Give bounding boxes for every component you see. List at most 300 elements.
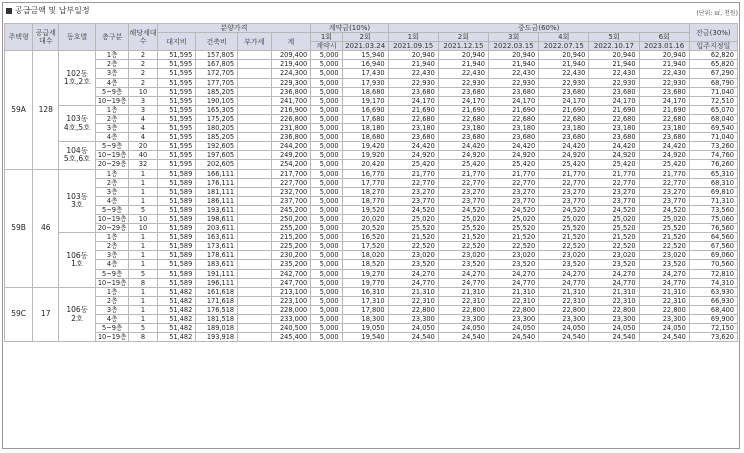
middle-payment-cell: 21,770 <box>388 169 438 178</box>
deposit-2-cell: 18,680 <box>342 87 388 96</box>
middle-payment-cell: 21,310 <box>639 287 689 296</box>
header-m6-date: 2023.01.16 <box>639 42 689 51</box>
vat-cell <box>238 233 271 242</box>
balance-cell: 68,400 <box>689 305 737 314</box>
applicable-units-cell: 1 <box>129 233 157 242</box>
total-price-cell: 227,700 <box>271 178 311 187</box>
middle-payment-cell: 25,020 <box>589 214 639 223</box>
middle-payment-cell: 24,520 <box>438 205 488 214</box>
applicable-units-cell: 4 <box>129 114 157 123</box>
construction-price-cell: 197,605 <box>196 151 238 160</box>
land-price-cell: 51,595 <box>157 151 196 160</box>
applicable-units-cell: 3 <box>129 96 157 105</box>
building-cell: 103동 3호 <box>59 169 96 233</box>
deposit-2-cell: 16,770 <box>342 169 388 178</box>
middle-payment-cell: 24,540 <box>589 333 639 342</box>
middle-payment-cell: 22,800 <box>438 305 488 314</box>
building-cell: 104동 5호,6호 <box>59 142 96 169</box>
middle-payment-cell: 24,170 <box>539 96 589 105</box>
middle-payment-cell: 22,430 <box>639 69 689 78</box>
header-d2: 2회 <box>342 33 388 42</box>
applicable-units-cell: 8 <box>129 278 157 287</box>
middle-payment-cell: 23,770 <box>438 196 488 205</box>
supply-units-cell: 46 <box>33 169 59 287</box>
balance-cell: 71,310 <box>689 196 737 205</box>
middle-payment-cell: 23,520 <box>438 260 488 269</box>
balance-cell: 71,040 <box>689 87 737 96</box>
balance-cell: 76,260 <box>689 160 737 169</box>
middle-payment-cell: 22,430 <box>589 69 639 78</box>
middle-payment-cell: 24,540 <box>388 333 438 342</box>
balance-cell: 64,560 <box>689 233 737 242</box>
construction-price-cell: 173,611 <box>196 242 238 251</box>
middle-payment-cell: 21,940 <box>438 60 488 69</box>
middle-payment-cell: 22,770 <box>639 178 689 187</box>
middle-payment-cell: 21,940 <box>589 60 639 69</box>
land-price-cell: 51,482 <box>157 315 196 324</box>
middle-payment-cell: 24,270 <box>639 269 689 278</box>
applicable-units-cell: 5 <box>129 269 157 278</box>
deposit-2-cell: 17,520 <box>342 242 388 251</box>
land-price-cell: 51,589 <box>157 187 196 196</box>
middle-payment-cell: 25,520 <box>489 224 539 233</box>
deposit-2-cell: 18,180 <box>342 124 388 133</box>
table-row <box>5 305 738 314</box>
middle-payment-cell: 20,940 <box>639 51 689 60</box>
construction-price-cell: 163,611 <box>196 233 238 242</box>
total-price-cell: 245,400 <box>271 333 311 342</box>
middle-payment-cell: 24,270 <box>438 269 488 278</box>
header-m4-date: 2022.07.15 <box>539 42 589 51</box>
land-price-cell: 51,595 <box>157 105 196 114</box>
balance-cell: 65,820 <box>689 60 737 69</box>
middle-payment-cell: 24,770 <box>438 278 488 287</box>
balance-cell: 76,560 <box>689 224 737 233</box>
middle-payment-cell: 22,800 <box>639 305 689 314</box>
table-body <box>5 51 738 342</box>
deposit-1-cell: 5,000 <box>311 278 342 287</box>
construction-price-cell: 180,205 <box>196 124 238 133</box>
floor-cell: 2층 <box>95 242 128 251</box>
middle-payment-cell: 23,680 <box>639 87 689 96</box>
header-m1-date: 2021.09.15 <box>388 42 438 51</box>
middle-payment-cell: 22,770 <box>489 178 539 187</box>
land-price-cell: 51,595 <box>157 114 196 123</box>
total-price-cell: 213,100 <box>271 287 311 296</box>
header-m2: 2회 <box>438 33 488 42</box>
vat-cell <box>238 296 271 305</box>
total-price-cell: 249,200 <box>271 151 311 160</box>
middle-payment-cell: 22,770 <box>438 178 488 187</box>
middle-payment-cell: 23,270 <box>388 187 438 196</box>
middle-payment-cell: 24,170 <box>388 96 438 105</box>
land-price-cell: 51,589 <box>157 278 196 287</box>
applicable-units-cell: 4 <box>129 124 157 133</box>
table-row <box>5 160 738 169</box>
middle-payment-cell: 23,520 <box>639 260 689 269</box>
land-price-cell: 51,589 <box>157 196 196 205</box>
header-price: 분양가격 <box>157 24 311 33</box>
deposit-2-cell: 19,270 <box>342 269 388 278</box>
total-price-cell: 255,200 <box>271 224 311 233</box>
deposit-2-cell: 17,800 <box>342 305 388 314</box>
middle-payment-cell: 23,680 <box>589 133 639 142</box>
balance-cell: 67,290 <box>689 69 737 78</box>
vat-cell <box>238 114 271 123</box>
balance-cell: 73,620 <box>689 333 737 342</box>
middle-payment-cell: 23,180 <box>388 124 438 133</box>
header-m3: 3회 <box>489 33 539 42</box>
vat-cell <box>238 133 271 142</box>
table-row <box>5 278 738 287</box>
header-land: 대지비 <box>157 33 196 51</box>
construction-price-cell: 193,611 <box>196 205 238 214</box>
deposit-2-cell: 19,540 <box>342 333 388 342</box>
deposit-2-cell: 19,420 <box>342 142 388 151</box>
middle-payment-cell: 21,690 <box>438 105 488 114</box>
middle-payment-cell: 22,310 <box>489 296 539 305</box>
supply-units-cell: 128 <box>33 51 59 169</box>
middle-payment-cell: 23,520 <box>539 260 589 269</box>
total-price-cell: 230,200 <box>271 251 311 260</box>
deposit-1-cell: 5,000 <box>311 124 342 133</box>
table-row <box>5 224 738 233</box>
middle-payment-cell: 24,770 <box>388 278 438 287</box>
floor-cell: 1층 <box>95 105 128 114</box>
balance-cell: 68,040 <box>689 114 737 123</box>
middle-payment-cell: 23,680 <box>589 87 639 96</box>
vat-cell <box>238 96 271 105</box>
deposit-1-cell: 5,000 <box>311 224 342 233</box>
total-price-cell: 240,500 <box>271 324 311 333</box>
deposit-1-cell: 5,000 <box>311 178 342 187</box>
unit-type-cell: 59B <box>5 169 33 287</box>
middle-payment-cell: 25,520 <box>539 224 589 233</box>
balance-cell: 73,260 <box>689 142 737 151</box>
deposit-1-cell: 5,000 <box>311 114 342 123</box>
construction-price-cell: 181,518 <box>196 315 238 324</box>
middle-payment-cell: 24,050 <box>438 324 488 333</box>
vat-cell <box>238 87 271 96</box>
middle-payment-cell: 23,520 <box>388 260 438 269</box>
deposit-1-cell: 5,000 <box>311 287 342 296</box>
middle-payment-cell: 23,680 <box>438 87 488 96</box>
middle-payment-cell: 22,310 <box>589 296 639 305</box>
unit-type-cell: 59C <box>5 287 33 342</box>
middle-payment-cell: 21,940 <box>388 60 438 69</box>
balance-cell: 72,510 <box>689 96 737 105</box>
middle-payment-cell: 22,930 <box>539 78 589 87</box>
middle-payment-cell: 23,300 <box>539 315 589 324</box>
total-price-cell: 236,800 <box>271 87 311 96</box>
total-price-cell: 209,400 <box>271 51 311 60</box>
deposit-1-cell: 5,000 <box>311 105 342 114</box>
building-cell: 106동 2호 <box>59 287 96 342</box>
table-row <box>5 324 738 333</box>
total-price-cell: 225,200 <box>271 242 311 251</box>
applicable-units-cell: 3 <box>129 105 157 114</box>
middle-payment-cell: 21,310 <box>438 287 488 296</box>
floor-cell: 2층 <box>95 60 128 69</box>
vat-cell <box>238 187 271 196</box>
deposit-1-cell: 5,000 <box>311 187 342 196</box>
middle-payment-cell: 25,020 <box>489 214 539 223</box>
applicable-units-cell: 5 <box>129 324 157 333</box>
middle-payment-cell: 23,770 <box>589 196 639 205</box>
floor-cell: 1층 <box>95 233 128 242</box>
middle-payment-cell: 24,520 <box>388 205 438 214</box>
middle-payment-cell: 20,940 <box>489 51 539 60</box>
middle-payment-cell: 22,770 <box>539 178 589 187</box>
middle-payment-cell: 22,680 <box>388 114 438 123</box>
middle-payment-cell: 24,170 <box>589 96 639 105</box>
total-price-cell: 224,300 <box>271 69 311 78</box>
construction-price-cell: 186,111 <box>196 196 238 205</box>
middle-payment-cell: 23,770 <box>539 196 589 205</box>
middle-payment-cell: 25,420 <box>438 160 488 169</box>
table-row <box>5 142 738 151</box>
middle-payment-cell: 22,800 <box>489 305 539 314</box>
deposit-1-cell: 5,000 <box>311 315 342 324</box>
middle-payment-cell: 24,420 <box>388 142 438 151</box>
middle-payment-cell: 24,520 <box>589 205 639 214</box>
land-price-cell: 51,595 <box>157 133 196 142</box>
applicable-units-cell: 10 <box>129 214 157 223</box>
middle-payment-cell: 22,520 <box>438 242 488 251</box>
middle-payment-cell: 24,540 <box>489 333 539 342</box>
deposit-2-cell: 19,050 <box>342 324 388 333</box>
total-price-cell: 237,700 <box>271 196 311 205</box>
construction-price-cell: 185,205 <box>196 133 238 142</box>
building-cell: 106동 1호 <box>59 233 96 288</box>
header-m3-date: 2022.03.15 <box>489 42 539 51</box>
table-row <box>5 87 738 96</box>
applicable-units-cell: 2 <box>129 60 157 69</box>
table-row <box>5 196 738 205</box>
middle-payment-cell: 25,420 <box>388 160 438 169</box>
total-price-cell: 216,900 <box>271 105 311 114</box>
middle-payment-cell: 23,020 <box>639 251 689 260</box>
middle-payment-cell: 24,420 <box>639 142 689 151</box>
middle-payment-cell: 24,770 <box>539 278 589 287</box>
middle-payment-cell: 25,020 <box>539 214 589 223</box>
supply-price-table <box>4 23 738 342</box>
middle-payment-cell: 20,940 <box>438 51 488 60</box>
header-d1: 1회 <box>311 33 342 42</box>
construction-price-cell: 193,918 <box>196 333 238 342</box>
header-m6: 6회 <box>639 33 689 42</box>
middle-payment-cell: 23,180 <box>539 124 589 133</box>
middle-payment-cell: 21,690 <box>639 105 689 114</box>
middle-payment-cell: 25,420 <box>589 160 639 169</box>
floor-cell: 5~9층 <box>95 324 128 333</box>
applicable-units-cell: 1 <box>129 187 157 196</box>
vat-cell <box>238 305 271 314</box>
balance-cell: 69,810 <box>689 187 737 196</box>
total-price-cell: 215,200 <box>271 233 311 242</box>
middle-payment-cell: 23,020 <box>589 251 639 260</box>
middle-payment-cell: 24,920 <box>539 151 589 160</box>
middle-payment-cell: 22,800 <box>539 305 589 314</box>
total-price-cell: 226,800 <box>271 114 311 123</box>
middle-payment-cell: 22,800 <box>589 305 639 314</box>
middle-payment-cell: 24,920 <box>639 151 689 160</box>
construction-price-cell: 196,111 <box>196 278 238 287</box>
land-price-cell: 51,589 <box>157 242 196 251</box>
middle-payment-cell: 23,680 <box>489 87 539 96</box>
balance-cell: 68,310 <box>689 178 737 187</box>
section-title-text: 공급금액 및 납부일정 <box>15 6 90 15</box>
deposit-2-cell: 16,520 <box>342 233 388 242</box>
middle-payment-cell: 22,680 <box>639 114 689 123</box>
floor-cell: 10~19층 <box>95 278 128 287</box>
deposit-1-cell: 5,000 <box>311 60 342 69</box>
header-balance-date: 입주지정일 <box>689 42 737 51</box>
balance-cell: 72,150 <box>689 324 737 333</box>
total-price-cell: 223,100 <box>271 296 311 305</box>
middle-payment-cell: 24,770 <box>639 278 689 287</box>
middle-payment-cell: 22,520 <box>639 242 689 251</box>
middle-payment-cell: 23,020 <box>489 251 539 260</box>
vat-cell <box>238 278 271 287</box>
middle-payment-cell: 24,420 <box>539 142 589 151</box>
applicable-units-cell: 1 <box>129 178 157 187</box>
vat-cell <box>238 315 271 324</box>
construction-price-cell: 198,611 <box>196 214 238 223</box>
middle-payment-cell: 21,520 <box>489 233 539 242</box>
deposit-2-cell: 17,310 <box>342 296 388 305</box>
deposit-2-cell: 19,770 <box>342 278 388 287</box>
land-price-cell: 51,482 <box>157 333 196 342</box>
middle-payment-cell: 21,310 <box>589 287 639 296</box>
table-row <box>5 287 738 296</box>
deposit-2-cell: 20,520 <box>342 224 388 233</box>
applicable-units-cell: 2 <box>129 69 157 78</box>
middle-payment-cell: 21,770 <box>539 169 589 178</box>
applicable-units-cell: 32 <box>129 160 157 169</box>
middle-payment-cell: 23,180 <box>438 124 488 133</box>
deposit-2-cell: 15,940 <box>342 51 388 60</box>
deposit-2-cell: 18,770 <box>342 196 388 205</box>
land-price-cell: 51,595 <box>157 160 196 169</box>
middle-payment-cell: 23,680 <box>438 133 488 142</box>
land-price-cell: 51,595 <box>157 87 196 96</box>
land-price-cell: 51,595 <box>157 78 196 87</box>
vat-cell <box>238 78 271 87</box>
floor-cell: 5~9층 <box>95 87 128 96</box>
middle-payment-cell: 21,520 <box>539 233 589 242</box>
floor-cell: 5~9층 <box>95 269 128 278</box>
header-applicable-units: 해당세대수 <box>129 24 157 51</box>
total-price-cell: 229,300 <box>271 78 311 87</box>
balance-cell: 74,310 <box>689 278 737 287</box>
middle-payment-cell: 21,940 <box>539 60 589 69</box>
floor-cell: 5~9층 <box>95 142 128 151</box>
applicable-units-cell: 1 <box>129 305 157 314</box>
middle-payment-cell: 25,420 <box>639 160 689 169</box>
floor-cell: 2층 <box>95 178 128 187</box>
table-row <box>5 124 738 133</box>
applicable-units-cell: 8 <box>129 333 157 342</box>
floor-cell: 3층 <box>95 124 128 133</box>
middle-payment-cell: 25,020 <box>438 214 488 223</box>
construction-price-cell: 181,111 <box>196 187 238 196</box>
deposit-1-cell: 5,000 <box>311 205 342 214</box>
land-price-cell: 51,589 <box>157 233 196 242</box>
middle-payment-cell: 23,680 <box>639 133 689 142</box>
middle-payment-cell: 21,690 <box>589 105 639 114</box>
total-price-cell: 254,200 <box>271 160 311 169</box>
middle-payment-cell: 25,520 <box>639 224 689 233</box>
middle-payment-cell: 23,520 <box>489 260 539 269</box>
total-price-cell: 233,000 <box>271 315 311 324</box>
vat-cell <box>238 105 271 114</box>
applicable-units-cell: 10 <box>129 224 157 233</box>
middle-payment-cell: 21,690 <box>388 105 438 114</box>
middle-payment-cell: 22,680 <box>589 114 639 123</box>
balance-cell: 65,070 <box>689 105 737 114</box>
floor-cell: 20~29층 <box>95 224 128 233</box>
middle-payment-cell: 21,770 <box>489 169 539 178</box>
applicable-units-cell: 1 <box>129 315 157 324</box>
header-m4: 4회 <box>539 33 589 42</box>
middle-payment-cell: 24,920 <box>489 151 539 160</box>
vat-cell <box>238 60 271 69</box>
middle-payment-cell: 22,520 <box>489 242 539 251</box>
table-row <box>5 78 738 87</box>
header-m5: 5회 <box>589 33 639 42</box>
table-row <box>5 205 738 214</box>
deposit-1-cell: 5,000 <box>311 96 342 105</box>
table-row <box>5 151 738 160</box>
middle-payment-cell: 21,770 <box>438 169 488 178</box>
deposit-1-cell: 5,000 <box>311 51 342 60</box>
middle-payment-cell: 22,520 <box>589 242 639 251</box>
deposit-1-cell: 5,000 <box>311 169 342 178</box>
middle-payment-cell: 23,180 <box>639 124 689 133</box>
total-price-cell: 245,200 <box>271 205 311 214</box>
building-cell: 102동 1호,2호 <box>59 51 96 106</box>
table-row <box>5 105 738 114</box>
middle-payment-cell: 23,680 <box>388 87 438 96</box>
section-title <box>6 5 90 16</box>
balance-cell: 62,820 <box>689 51 737 60</box>
applicable-units-cell: 4 <box>129 133 157 142</box>
vat-cell <box>238 169 271 178</box>
table-row <box>5 296 738 305</box>
building-cell: 103동 4호,5호 <box>59 105 96 141</box>
middle-payment-cell: 23,770 <box>639 196 689 205</box>
middle-payment-cell: 22,680 <box>438 114 488 123</box>
total-price-cell: 241,700 <box>271 96 311 105</box>
vat-cell <box>238 324 271 333</box>
balance-cell: 70,560 <box>689 260 737 269</box>
middle-payment-cell: 22,310 <box>539 296 589 305</box>
deposit-1-cell: 5,000 <box>311 151 342 160</box>
header-m1: 1회 <box>388 33 438 42</box>
middle-payment-cell: 20,940 <box>388 51 438 60</box>
middle-payment-cell: 23,680 <box>489 133 539 142</box>
deposit-1-cell: 5,000 <box>311 196 342 205</box>
balance-cell: 67,560 <box>689 242 737 251</box>
total-price-cell: 244,200 <box>271 142 311 151</box>
middle-payment-cell: 24,270 <box>539 269 589 278</box>
floor-cell: 1층 <box>95 51 128 60</box>
unit-note: (단위: ㎡, 천원) <box>696 10 738 17</box>
construction-price-cell: 172,705 <box>196 69 238 78</box>
total-price-cell: 217,700 <box>271 169 311 178</box>
land-price-cell: 51,589 <box>157 260 196 269</box>
